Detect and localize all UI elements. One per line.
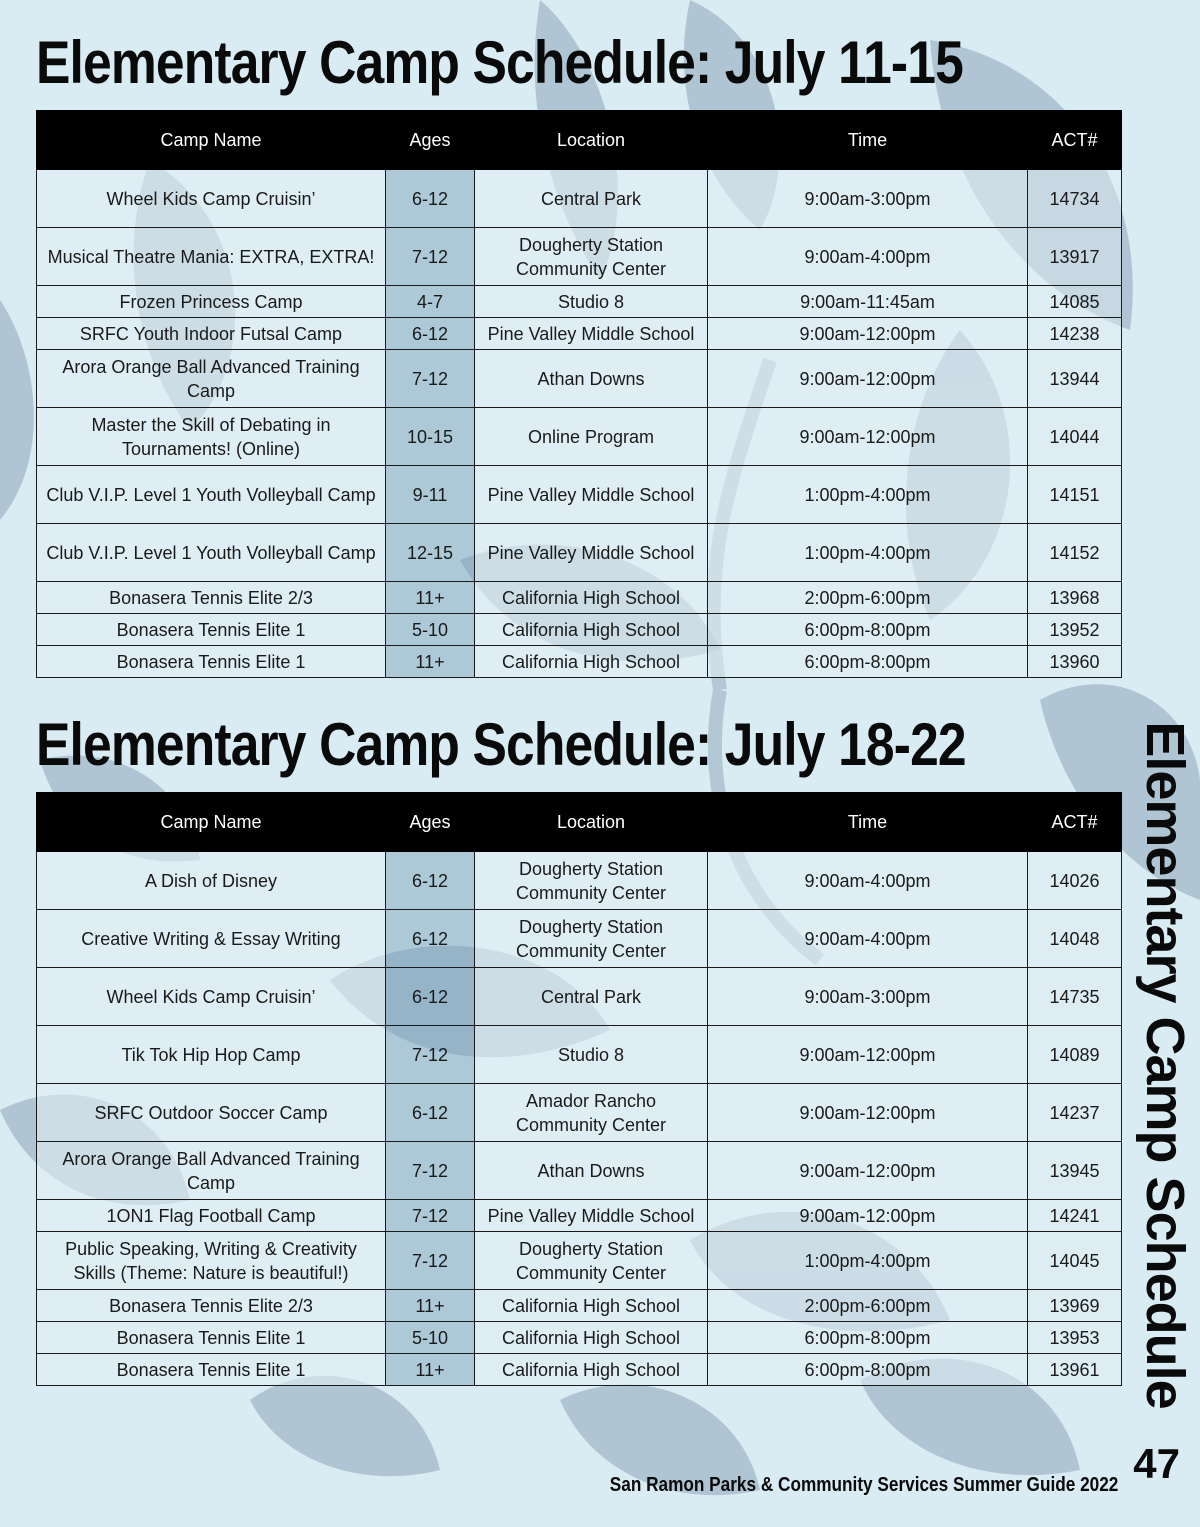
ages-cell: 10-15 [386,408,475,466]
ages-cell: 6-12 [386,1084,475,1142]
act-number-cell: 13969 [1028,1290,1122,1322]
act-number-cell: 14089 [1028,1026,1122,1084]
page-number: 47 [1133,1440,1180,1487]
time-cell: 9:00am-3:00pm [708,170,1028,228]
column-header-act: ACT# [1028,111,1122,170]
ages-cell: 11+ [386,1354,475,1386]
camp-name-cell: Musical Theatre Mania: EXTRA, EXTRA! [37,228,386,286]
column-header-location: Location [475,793,708,852]
table-header-row [37,793,1122,852]
side-title: Elementary Camp Schedule [1135,721,1195,1409]
camp-name-cell: SRFC Youth Indoor Futsal Camp [37,318,386,350]
ages-cell: 11+ [386,1290,475,1322]
camp-name-cell: Bonasera Tennis Elite 1 [37,646,386,678]
time-cell: 6:00pm-8:00pm [708,646,1028,678]
table-row [37,1232,1122,1290]
act-number-cell: 13953 [1028,1322,1122,1354]
act-number-cell: 13961 [1028,1354,1122,1386]
time-cell: 2:00pm-6:00pm [708,582,1028,614]
time-cell: 9:00am-4:00pm [708,852,1028,910]
camp-name-cell: Public Speaking, Writing & Creativity Skills (Theme: Nature is beautiful!) [37,1232,386,1290]
time-cell: 9:00am-12:00pm [708,1200,1028,1232]
time-cell: 9:00am-12:00pm [708,318,1028,350]
location-cell: Dougherty Station Community Center [475,1232,708,1290]
act-number-cell: 14238 [1028,318,1122,350]
table-row [37,466,1122,524]
time-cell: 6:00pm-8:00pm [708,1354,1028,1386]
location-cell: Studio 8 [475,286,708,318]
camp-name-cell: SRFC Outdoor Soccer Camp [37,1084,386,1142]
time-cell: 9:00am-12:00pm [708,1142,1028,1200]
table-row [37,524,1122,582]
ages-cell: 4-7 [386,286,475,318]
time-cell: 9:00am-12:00pm [708,350,1028,408]
time-cell: 9:00am-4:00pm [708,228,1028,286]
table-row [37,170,1122,228]
location-cell: California High School [475,646,708,678]
location-cell: California High School [475,1354,708,1386]
time-cell: 1:00pm-4:00pm [708,466,1028,524]
table-row [37,228,1122,286]
act-number-cell: 14151 [1028,466,1122,524]
column-header-camp-name: Camp Name [37,111,386,170]
column-header-camp-name: Camp Name [37,793,386,852]
camp-name-cell: Frozen Princess Camp [37,286,386,318]
time-cell: 1:00pm-4:00pm [708,1232,1028,1290]
act-number-cell: 13944 [1028,350,1122,408]
ages-cell: 5-10 [386,614,475,646]
camp-name-cell: Bonasera Tennis Elite 2/3 [37,1290,386,1322]
location-cell: Dougherty Station Community Center [475,228,708,286]
act-number-cell: 14734 [1028,170,1122,228]
section-title-july-18-22: Elementary Camp Schedule: July 18-22 [36,711,966,778]
table-row [37,1026,1122,1084]
location-cell: Athan Downs [475,350,708,408]
camp-name-cell: Bonasera Tennis Elite 2/3 [37,582,386,614]
location-cell: Dougherty Station Community Center [475,910,708,968]
footer-text: San Ramon Parks & Community Services Summer Guide 2022 [609,1474,1118,1496]
column-header-time: Time [708,793,1028,852]
ages-cell: 7-12 [386,1232,475,1290]
location-cell: Online Program [475,408,708,466]
location-cell: Pine Valley Middle School [475,318,708,350]
time-cell: 9:00am-12:00pm [708,408,1028,466]
ages-cell: 12-15 [386,524,475,582]
table-row [37,852,1122,910]
column-header-location: Location [475,111,708,170]
camp-name-cell: 1ON1 Flag Football Camp [37,1200,386,1232]
location-cell: Athan Downs [475,1142,708,1200]
time-cell: 9:00am-3:00pm [708,968,1028,1026]
act-number-cell: 14085 [1028,286,1122,318]
time-cell: 9:00am-4:00pm [708,910,1028,968]
camp-name-cell: Wheel Kids Camp Cruisin’ [37,968,386,1026]
location-cell: Studio 8 [475,1026,708,1084]
column-header-act: ACT# [1028,793,1122,852]
act-number-cell: 14735 [1028,968,1122,1026]
camp-name-cell: Wheel Kids Camp Cruisin’ [37,170,386,228]
camp-name-cell: Arora Orange Ball Advanced Training Camp [37,1142,386,1200]
ages-cell: 6-12 [386,910,475,968]
act-number-cell: 14045 [1028,1232,1122,1290]
column-header-time: Time [708,111,1028,170]
location-cell: Central Park [475,170,708,228]
act-number-cell: 14044 [1028,408,1122,466]
table-row [37,350,1122,408]
time-cell: 2:00pm-6:00pm [708,1290,1028,1322]
location-cell: Central Park [475,968,708,1026]
table-row [37,614,1122,646]
location-cell: California High School [475,1290,708,1322]
act-number-cell: 14237 [1028,1084,1122,1142]
ages-cell: 9-11 [386,466,475,524]
camp-name-cell: A Dish of Disney [37,852,386,910]
location-cell: Dougherty Station Community Center [475,852,708,910]
table-row [37,646,1122,678]
table-row [37,1084,1122,1142]
act-number-cell: 13960 [1028,646,1122,678]
act-number-cell: 13952 [1028,614,1122,646]
act-number-cell: 13968 [1028,582,1122,614]
ages-cell: 6-12 [386,852,475,910]
location-cell: Pine Valley Middle School [475,466,708,524]
act-number-cell: 13917 [1028,228,1122,286]
table-row [37,1200,1122,1232]
column-header-ages: Ages [386,111,475,170]
ages-cell: 7-12 [386,1200,475,1232]
camp-name-cell: Bonasera Tennis Elite 1 [37,1322,386,1354]
act-number-cell: 14026 [1028,852,1122,910]
table-row [37,582,1122,614]
table-row [37,968,1122,1026]
ages-cell: 11+ [386,582,475,614]
location-cell: California High School [475,1322,708,1354]
camp-name-cell: Tik Tok Hip Hop Camp [37,1026,386,1084]
table-header-row [37,111,1122,170]
location-cell: Pine Valley Middle School [475,1200,708,1232]
location-cell: Amador Rancho Community Center [475,1084,708,1142]
camp-name-cell: Club V.I.P. Level 1 Youth Volleyball Camp [37,466,386,524]
ages-cell: 7-12 [386,1026,475,1084]
camp-name-cell: Creative Writing & Essay Writing [37,910,386,968]
ages-cell: 6-12 [386,968,475,1026]
ages-cell: 7-12 [386,350,475,408]
table-row [37,318,1122,350]
ages-cell: 7-12 [386,228,475,286]
schedule-table-july-11-15 [36,110,1122,678]
ages-cell: 6-12 [386,170,475,228]
act-number-cell: 14048 [1028,910,1122,968]
camp-name-cell: Bonasera Tennis Elite 1 [37,614,386,646]
camp-name-cell: Master the Skill of Debating in Tournaments! (Online) [37,408,386,466]
ages-cell: 7-12 [386,1142,475,1200]
ages-cell: 11+ [386,646,475,678]
ages-cell: 6-12 [386,318,475,350]
time-cell: 1:00pm-4:00pm [708,524,1028,582]
schedule-table-july-18-22 [36,792,1122,1386]
table-row [37,1290,1122,1322]
location-cell: California High School [475,582,708,614]
table-row [37,286,1122,318]
location-cell: Pine Valley Middle School [475,524,708,582]
ages-cell: 5-10 [386,1322,475,1354]
time-cell: 9:00am-12:00pm [708,1084,1028,1142]
act-number-cell: 14152 [1028,524,1122,582]
time-cell: 6:00pm-8:00pm [708,1322,1028,1354]
time-cell: 9:00am-11:45am [708,286,1028,318]
table-row [37,910,1122,968]
section-title-july-11-15: Elementary Camp Schedule: July 11-15 [36,29,963,96]
time-cell: 9:00am-12:00pm [708,1026,1028,1084]
table-row [37,1354,1122,1386]
camp-name-cell: Club V.I.P. Level 1 Youth Volleyball Camp [37,524,386,582]
camp-name-cell: Arora Orange Ball Advanced Training Camp [37,350,386,408]
table-row [37,1142,1122,1200]
time-cell: 6:00pm-8:00pm [708,614,1028,646]
column-header-ages: Ages [386,793,475,852]
table-row [37,408,1122,466]
table-row [37,1322,1122,1354]
location-cell: California High School [475,614,708,646]
camp-name-cell: Bonasera Tennis Elite 1 [37,1354,386,1386]
act-number-cell: 13945 [1028,1142,1122,1200]
act-number-cell: 14241 [1028,1200,1122,1232]
